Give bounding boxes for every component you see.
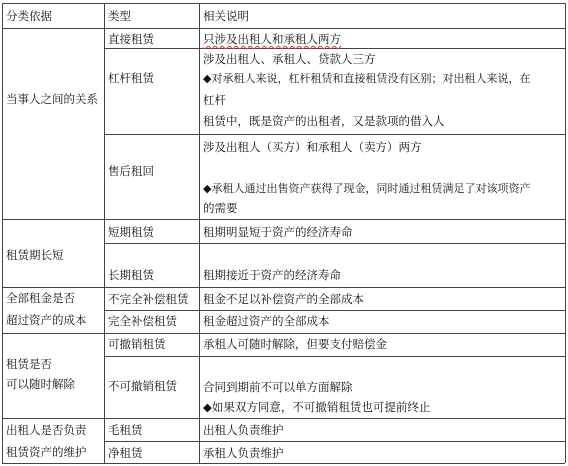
lease-description: 租赁中，既是资产的出租者，又是款项的借入人 [203, 114, 445, 128]
lease-type: 售后租回 [108, 164, 154, 178]
table-border-bottom [2, 463, 565, 464]
row-divider [2, 333, 565, 334]
lease-description: 只涉及出租人和承租人两方 [203, 32, 341, 46]
lease-description: 承租人负责维护 [203, 446, 284, 460]
basis-label: 出租人是否负责 [6, 423, 87, 437]
lease-description: 合同到期前不可以单方面解除 [203, 380, 353, 394]
lease-type: 直接租赁 [108, 32, 154, 46]
lease-type: 可撤销租赁 [108, 337, 166, 351]
header-basis: 分类依据 [6, 9, 52, 23]
row-divider [104, 310, 565, 311]
lease-type: 杠杆租赁 [108, 71, 154, 85]
lease-type: 完全补偿租赁 [108, 314, 177, 328]
basis-label: 当事人之间的关系 [6, 92, 98, 106]
table-border-left [2, 3, 3, 463]
lease-description: ◆承租人通过出售资产获得了现金，同时通过租赁满足了对该项资产 [203, 182, 531, 195]
lease-description: 租期接近于资产的经济寿命 [203, 268, 341, 282]
column-divider [104, 3, 105, 463]
lease-type: 毛租赁 [108, 423, 143, 437]
lease-description: 租期明显短于资产的经济寿命 [203, 225, 353, 239]
basis-label: 全部租金是否 [6, 291, 75, 305]
lease-description: 出租人负责维护 [203, 423, 284, 437]
row-divider [104, 243, 565, 244]
lease-description: 承租人可随时解除，但要支付赔偿金 [203, 337, 387, 351]
lease-description: 的需要 [203, 201, 238, 215]
row-divider [2, 418, 565, 419]
lease-description: 涉及出租人、承租人、贷款人三方 [203, 52, 376, 66]
lease-description: 租金不足以补偿资产的全部成本 [203, 292, 364, 306]
lease-description: 杠杆 [203, 93, 226, 107]
lease-description: 涉及出租人（买方）和承租人（卖方）两方 [203, 140, 422, 154]
basis-label: 租赁期长短 [6, 248, 64, 262]
row-divider [2, 219, 565, 220]
lease-type: 长期租赁 [108, 268, 154, 282]
basis-label: 租赁资产的维护 [6, 445, 87, 459]
row-divider [104, 356, 565, 357]
basis-label: 租赁是否 [6, 357, 52, 371]
basis-label: 可以随时解除 [6, 377, 75, 391]
lease-type: 净租赁 [108, 446, 143, 460]
basis-label: 超过资产的成本 [6, 313, 87, 327]
lease-description: 租金超过资产的全部成本 [203, 314, 330, 328]
row-divider [2, 3, 565, 4]
lease-type: 短期租赁 [108, 225, 154, 239]
row-divider [104, 441, 565, 442]
row-divider [2, 287, 565, 288]
row-divider [2, 28, 565, 29]
header-description: 相关说明 [203, 9, 249, 23]
lease-description: ◆对承租人来说，杠杆租赁和直接租赁没有区别；对出租人来说，在 [203, 72, 531, 85]
table-border-right [565, 3, 566, 463]
row-divider [104, 134, 565, 135]
lease-description: ◆如果双方同意，不可撤销租赁也可提前终止 [203, 400, 431, 414]
header-type: 类型 [108, 9, 131, 23]
lease-type: 不可撤销租赁 [108, 379, 177, 393]
lease-type: 不完全补偿租赁 [108, 292, 189, 306]
row-divider [104, 48, 565, 49]
column-divider [199, 3, 200, 463]
